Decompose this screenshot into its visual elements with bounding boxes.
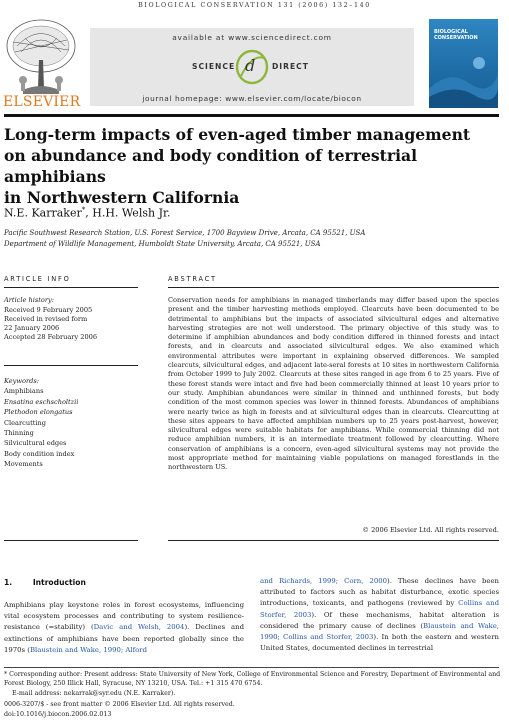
keyword: Amphibians — [4, 387, 44, 396]
cover-artwork-icon — [429, 49, 498, 108]
article-history — [4, 296, 144, 342]
keyword: Thinning — [4, 429, 34, 438]
banner-availability-text: available at www.sciencedirect.com — [172, 33, 332, 42]
citation-link[interactable]: Blaustein and Wake, 1990; Collins and Storfer, 2003 — [260, 621, 499, 642]
history-item: Received 9 February 2005 — [4, 306, 93, 314]
sciencedirect-logo-mid: d — [245, 56, 256, 75]
title-line: in Northwestern California — [4, 188, 240, 207]
journal-citation-line: BIOLOGICAL CONSERVATION 131 (2006) 132–140 — [138, 2, 371, 9]
keyword: Silvicultural edges — [4, 439, 67, 448]
author-list — [4, 206, 171, 220]
corresponding-mark: * — [81, 206, 86, 214]
title-line: on abundance and body condition of terrestrial amphibians — [4, 146, 418, 186]
history-item: Received in revised form — [4, 315, 88, 323]
corresponding-footnote: * Corresponding author: Present address: State University of New York, College of Environmental Science and Forestry, Department of Environmental and Forest Biology, 250 Illick Hall, Syracuse, NY 13210, USA. Tel.: +1 315 470 6754. — [4, 671, 501, 687]
header-divider — [4, 114, 499, 117]
abstract-rule — [168, 287, 499, 288]
affiliation-1: Pacific Southwest Research Station, U.S. Forest Service, 1700 Bayview Drive, Arcata, CA 95521, USA — [4, 229, 366, 237]
abstract-text: Conservation needs for amphibians in managed timberlands may differ based upon the species present and the timber harvesting methods employed. Clearcuts have been documented to be detrimental to amphibians but the impacts of associated silvicultural edges and alternative harvesting strategies are not well understood. The primary objective of this study was to determine if amphibian abundances and body condition differed in thinned forests and intact forests, and in clearcuts and associated silvicultural edges. We also examined which environmental attributes were important in explaining observed differences. We sampled clearcuts, silvicultural edges, and adjacent late-seral forests at 10 sites in northwestern California from October 1999 to July 2002. Clearcuts at these sites ranged in age from 6 to 25 years. Five of these forest stands were intact and five had been commercially thinned at least 10 years prior to our study. Amphibian abundances were similar in thinned and unthinned forests, but body condition of the most common species was lower in thinned forests. Abundances of amphibians were nearly twice as high in forests and at silvicultural edges than in clearcuts. Clearcutting at these sites appears to have affected amphibian numbers up to 25 years post-harvest, however, silvicultural edges were suitable habitats for amphibians. While commercial thinning did not reduce amphibian numbers, it is an intermediate treatment followed by clearcutting. Where conservation of amphibians is a concern, even-aged silvicultural systems may not provide the most appropriate method for maintaining viable populations on managed forestlands in the northwestern US. — [168, 296, 499, 472]
keyword: Movements — [4, 460, 43, 469]
affiliation-2: Department of Wildlife Management, Humboldt State University, Arcata, CA 95521, USA — [4, 240, 321, 248]
author-2: , H.H. Welsh Jr. — [85, 206, 171, 220]
sciencedirect-logo-right: DIRECT — [272, 62, 309, 71]
intro-right-column: and Richards, 1999; Corn, 2000). These declines have been attributed to factors such as habitat disturbance, exotic species introductions, toxicants, and pathogens (reviewed by Collins and Storfer, 2003). Of these mechanisms, habitat alteration is considered the primary cause of declines (Blaustein and Wake, 1990; Collins and Storfer, 2003). In both the eastern and western United States, documented declines in terrestrial — [260, 577, 499, 653]
footnote-rule — [4, 667, 499, 668]
journal-cover-image — [429, 19, 498, 108]
history-rule — [4, 365, 138, 366]
history-label: Article history: — [4, 296, 54, 304]
citation-link[interactable]: Blaustein and Wake, 1990; Alford — [29, 645, 147, 654]
front-matter-line: 0006-3207/$ - see front matter © 2006 Elsevier Ltd. All rights reserved. — [4, 701, 235, 708]
intro-title: Introduction — [32, 578, 86, 587]
sciencedirect-logo — [192, 48, 312, 86]
title-line: Long-term impacts of even-aged timber management — [4, 125, 471, 144]
intro-number: 1. — [4, 578, 13, 587]
cover-title: BIOLOGICAL CONSERVATION — [434, 29, 478, 41]
keywords-label: Keywords: — [4, 377, 39, 385]
article-info-heading: ARTICLE INFO — [4, 275, 71, 283]
article-title — [4, 124, 504, 208]
intro-heading — [4, 578, 86, 587]
publisher-wordmark: ELSEVIER — [3, 94, 81, 110]
sciencedirect-banner — [90, 28, 414, 106]
keyword: Body condition index — [4, 449, 75, 458]
abstract-heading: ABSTRACT — [168, 275, 217, 283]
abstract-bottom-rule — [168, 540, 499, 541]
citation-link[interactable]: Collins and Storfer, 2003 — [260, 599, 499, 619]
intro-left-column: Amphibians play keystone roles in forest ecosystems, influencing vital ecosystem processes and contributing to system resilience-resistance (=stability) (Davic and Welsh, 2004). Declines and extinctions of amphibians have been reported globally since the 1970s (Blaustein and Wake, 1990; Alford — [4, 601, 245, 654]
keyword: Plethodon elongatus — [4, 408, 73, 417]
keywords-block — [4, 376, 144, 470]
article-info-bottom-rule — [4, 540, 138, 541]
history-item: 22 January 2006 — [4, 324, 60, 332]
email-footnote: E-mail address: nekarrak@syr.edu (N.E. Karraker). — [12, 690, 176, 697]
keyword: Clearcutting — [4, 418, 46, 427]
history-item: Accepted 28 February 2006 — [4, 333, 98, 341]
citation-link[interactable]: Davic and Welsh, 2004 — [93, 623, 185, 632]
article-info-rule — [4, 287, 138, 288]
sciencedirect-logo-left: SCIENCE — [192, 62, 236, 71]
keyword: Ensatina eschscholtzii — [4, 397, 79, 406]
abstract-copyright: © 2006 Elsevier Ltd. All rights reserved. — [362, 526, 499, 534]
journal-homepage-text: journal homepage: www.elsevier.com/locate/biocon — [142, 94, 362, 103]
author-1: N.E. Karraker — [4, 206, 82, 220]
citation-link[interactable]: and Richards, 1999; Corn, 2000 — [260, 577, 387, 585]
doi-line: doi:10.1016/j.biocon.2006.02.013 — [4, 711, 112, 718]
